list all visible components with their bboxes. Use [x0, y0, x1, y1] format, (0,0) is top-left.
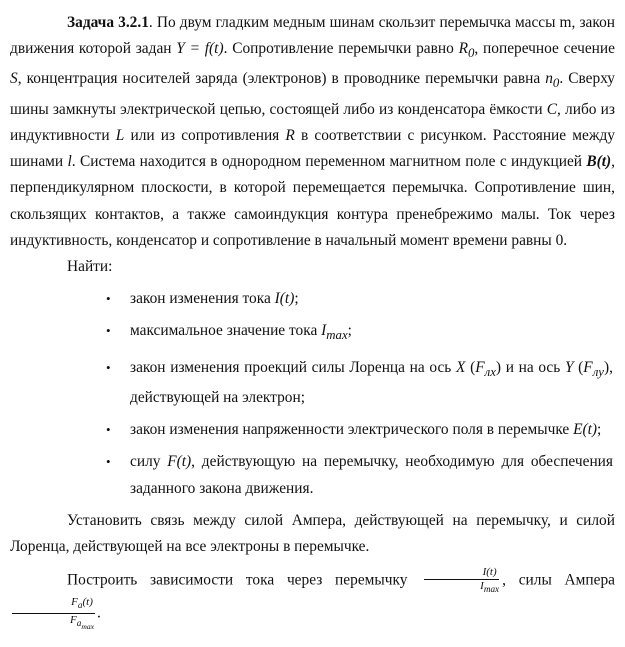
text-run: ;: [597, 421, 602, 439]
symbol-arg: (t): [82, 596, 93, 609]
text-run: максимальное значение тока: [130, 322, 322, 340]
fraction-denominator: [11, 614, 96, 633]
symbol-letter: F: [583, 358, 593, 376]
plot-paragraph: [10, 566, 615, 632]
list-item: [10, 318, 615, 348]
symbol-letter: F: [70, 613, 77, 626]
imax-symbol: [321, 322, 348, 343]
symbol-letter: F: [475, 358, 485, 376]
fly-symbol: [583, 358, 604, 379]
text-run: . Сверху шины замкнуты электрической цепью, состоящей либо из конденсатора ёмкости: [10, 70, 615, 118]
symbol-letter: I: [321, 322, 327, 340]
text-run: в соответствии с рисунком. Расстояние между шинами: [10, 126, 615, 171]
bullet-icon: •: [106, 359, 111, 375]
text-run: , перпендикулярном плоскости, в которой перемещается перемычка. Сопротивление шин, скользящих контактов, а также самоиндукция контура пренебрежимо малы. Ток через индуктивность, конденсатор и сопротивление в начальный момент времени равны 0.: [10, 153, 616, 249]
b-field-symbol: B(t): [586, 153, 612, 171]
distance-symbol: l: [67, 153, 72, 171]
symbol-letter: F: [71, 596, 78, 609]
symbol-letter: n: [545, 70, 553, 88]
text-run: (: [573, 358, 584, 376]
fraction-numerator: [12, 596, 95, 613]
e-field-symbol: E(t): [573, 421, 598, 439]
subscript-nested: max: [81, 621, 95, 631]
subscript: 0: [552, 76, 560, 91]
problem-title: Задача 3.2.1: [67, 14, 149, 31]
text-run: . Система находится в однородном переменном магнитном поле с индукцией: [71, 153, 587, 171]
subscript: лx: [484, 364, 496, 379]
c-symbol: C: [546, 100, 558, 118]
text-run: ;: [294, 290, 299, 308]
text-run: силу: [130, 453, 168, 471]
text-run: . Сопротивление перемычки равно: [223, 40, 459, 58]
bullet-icon: •: [106, 422, 111, 438]
flx-symbol: [475, 358, 496, 379]
text-run: (: [465, 358, 476, 376]
text-run: .: [97, 604, 101, 622]
relation-paragraph: Установить связь между силой Ампера, действующей на перемычку, и силой Лоренца, действующей на все электроны в перемычке.: [10, 511, 615, 555]
problem-statement: [10, 10, 615, 254]
symbol-letter: I: [480, 580, 484, 593]
r0-symbol: [458, 40, 475, 61]
ampere-ratio-fraction: [11, 596, 96, 632]
subscript: [76, 617, 95, 631]
text-run: . По двум гладким медным шинам скользит перемычка массы m, закон движения которой задан: [10, 14, 615, 58]
text-run: , силы Ампера: [502, 571, 615, 589]
s-symbol: S: [10, 70, 18, 88]
motion-law: Y = f(t): [176, 40, 224, 58]
list-item: [10, 417, 615, 443]
text-run: ), действующей на электрон;: [130, 358, 613, 406]
fraction-denominator: [421, 580, 501, 596]
bullet-icon: •: [106, 454, 111, 470]
tasks-list: [10, 286, 615, 502]
text-run: , либо из индуктивности: [10, 100, 615, 144]
subscript: max: [326, 328, 348, 343]
symbol-letter: R: [458, 40, 468, 58]
subscript: лy: [592, 364, 604, 379]
find-label: Найти:: [67, 257, 113, 275]
text-run: , действующую на перемычку, необходимую для обеспечения заданного закона движения.: [130, 453, 613, 497]
subscript: 0: [468, 46, 475, 61]
text-run: или из сопротивления: [124, 126, 286, 144]
subscript: a: [77, 600, 83, 611]
text-run: закон изменения проекций силы Лоренца на ось: [130, 358, 456, 376]
r-symbol: R: [285, 126, 295, 144]
list-item: [10, 449, 615, 501]
y-axis-symbol: Y: [564, 358, 574, 376]
text-run: ) и на ось: [495, 358, 565, 376]
bullet-icon: •: [106, 291, 111, 307]
subscript: max: [483, 584, 500, 595]
current-ratio-fraction: [421, 566, 501, 596]
text-run: , концентрация носителей заряда (электронов) в проводнике перемычки равна: [17, 70, 546, 88]
text-run: Построить зависимости тока через перемычку: [67, 571, 421, 589]
text-run: ;: [347, 322, 352, 340]
list-item: [10, 355, 615, 411]
subscript-part: a: [76, 617, 82, 628]
l-symbol: L: [115, 126, 125, 144]
x-axis-symbol: X: [456, 358, 466, 376]
text-run: закон изменения тока: [130, 290, 275, 308]
fraction-numerator: I(t): [424, 566, 499, 580]
force-symbol: F(t): [167, 453, 192, 471]
n0-symbol: [545, 70, 560, 91]
bullet-icon: •: [106, 323, 111, 339]
text-run: , поперечное сечение: [474, 40, 615, 58]
list-item: [10, 286, 615, 312]
text-run: закон изменения напряженности электрического поля в перемычке: [130, 421, 574, 439]
current-symbol: I(t): [274, 290, 295, 308]
